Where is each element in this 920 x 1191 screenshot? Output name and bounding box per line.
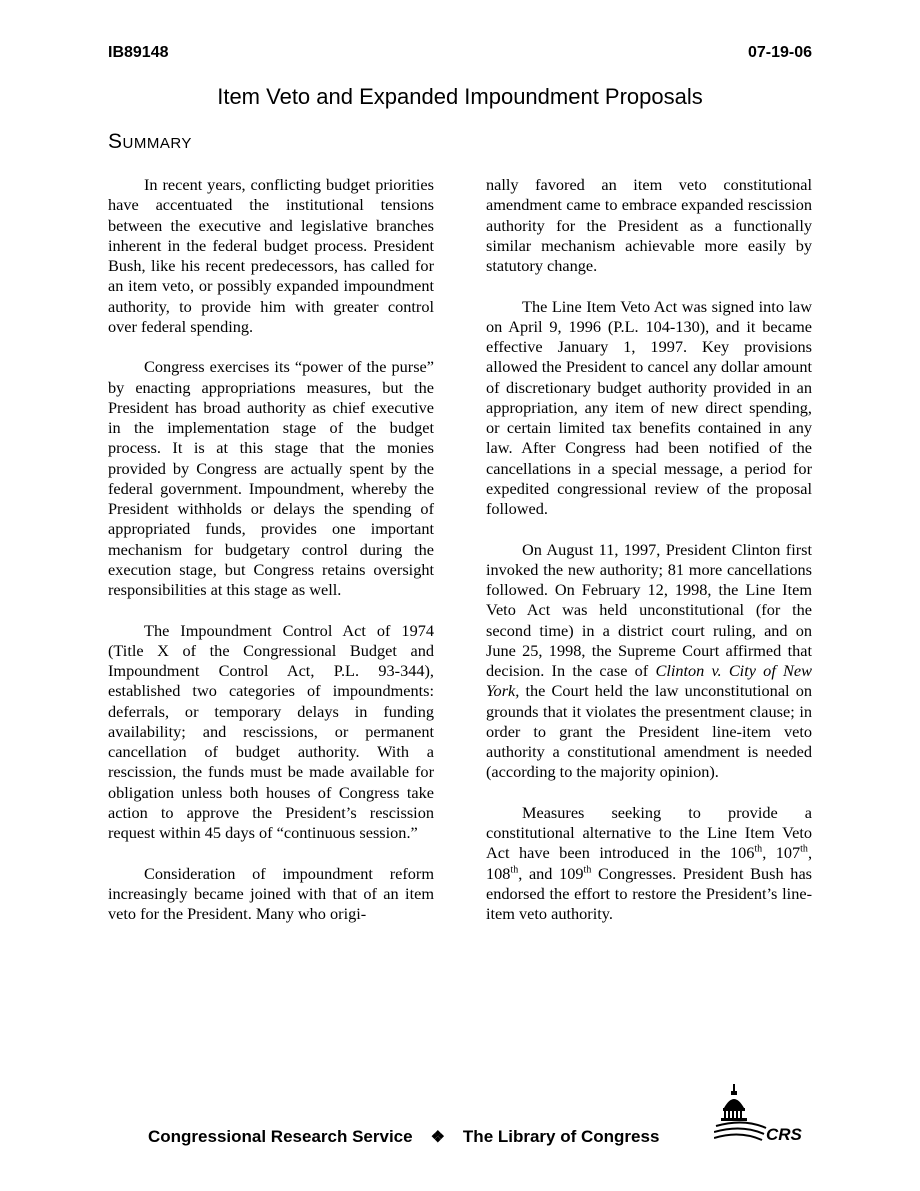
crs-capitol-logo-icon	[714, 1082, 814, 1152]
text-run: On August 11, 1997, President Clinton first invoked the new authority; 81 more cancellations followed. On February 12, 1998, the Line Item Veto Act was held unconstitutional (for the second time) in a district court ruling, and on June 25, 1998, the Supreme Court affirmed that decision. In the case of	[486, 539, 812, 680]
text-run: , 107	[762, 843, 801, 863]
report-date: 07-19-06	[747, 44, 812, 61]
left-column	[108, 175, 434, 945]
paragraph	[486, 803, 812, 925]
text-run: Measures seeking to provide a constitutional alternative to the Line Item Veto Act have been introduced in the 106	[486, 802, 812, 863]
text-run: Congresses. President Bush has endorsed the effort to restore the President’s line-item veto authority.	[486, 863, 813, 923]
paragraph: Congress exercises its “power of the purse” by enacting appropriations measures, but the President has broad authority as chief executive in the implementation stage of the budget process. It is at this stage that the monies provided by Congress are actually spent by the federal government. Impoundment, whereby the President withholds or delays the spending of appropriated funds, provides one important mechanism for budgetary control during the execution stage, but Congress retains oversight responsibilities at this stage as well.	[108, 357, 434, 599]
paragraph: Consideration of impoundment reform increasingly became joined with that of an item veto for the President. Many who origi-	[108, 863, 434, 923]
right-column	[486, 175, 812, 945]
ordinal-suffix: th	[754, 843, 763, 855]
report-id: IB89148	[108, 44, 169, 61]
document-title: Item Veto and Expanded Impoundment Proposals	[217, 84, 703, 109]
logo-text: CRS	[766, 1125, 802, 1144]
ordinal-suffix: th	[510, 864, 519, 876]
paragraph	[486, 540, 812, 783]
case-name: Clinton v. City of New York,	[486, 661, 812, 701]
paragraph: In recent years, conflicting budget priorities have accentuated the institutional tensions between the executive and legislative branches inherent in the federal budget process. President Bush, like his recent predecessors, has called for an item veto, or possibly expanded impoundment authority, to provide him with greater control over federal spending.	[108, 175, 434, 336]
ordinal-suffix: th	[800, 843, 808, 855]
ordinal-suffix: th	[583, 864, 592, 876]
footer	[148, 1127, 659, 1147]
text-run: the Court held the law unconstitutional on grounds that it violates the presentment clause; in order to grant the President line-item veto authority a constitutional amendment is needed (according to the majority opinion).	[486, 681, 812, 782]
footer-organization: Congressional Research Service	[148, 1127, 413, 1146]
paragraph: The Line Item Veto Act was signed into law on April 9, 1996 (P.L. 104-130), and it became effective January 1, 1997. Key provisions allowed the President to cancel any dollar amount of discretionary budget authority provided in an appropriation, any item of new direct spending, or certain limited tax benefits contained in any law. After Congress had been notified of the cancellations in a special message, a period for expedited congressional review of the proposal followed.	[486, 296, 812, 518]
text-run: , and 109	[518, 863, 584, 883]
section-heading: Summary	[108, 130, 192, 153]
paragraph: The Impoundment Control Act of 1974 (Title X of the Congressional Budget and Impoundment Control Act, P.L. 93-344), established two categories of impoundments: deferrals, or temporary delays in funding availability; and rescissions, or permanent cancellation of budget authority. With a rescission, the funds must be made available for obligation unless both houses of Congress take action to approve the President’s rescission request within 45 days of “continuous session.”	[108, 620, 434, 842]
diamond-separator-icon: ❖	[430, 1129, 445, 1146]
footer-library: The Library of Congress	[462, 1127, 660, 1146]
paragraph-continuation: nally favored an item veto constitutional amendment came to embrace expanded rescission authority for the President as a functionally similar mechanism achievable more easily by statutory change.	[486, 175, 812, 275]
text-run: , 108	[486, 843, 813, 883]
